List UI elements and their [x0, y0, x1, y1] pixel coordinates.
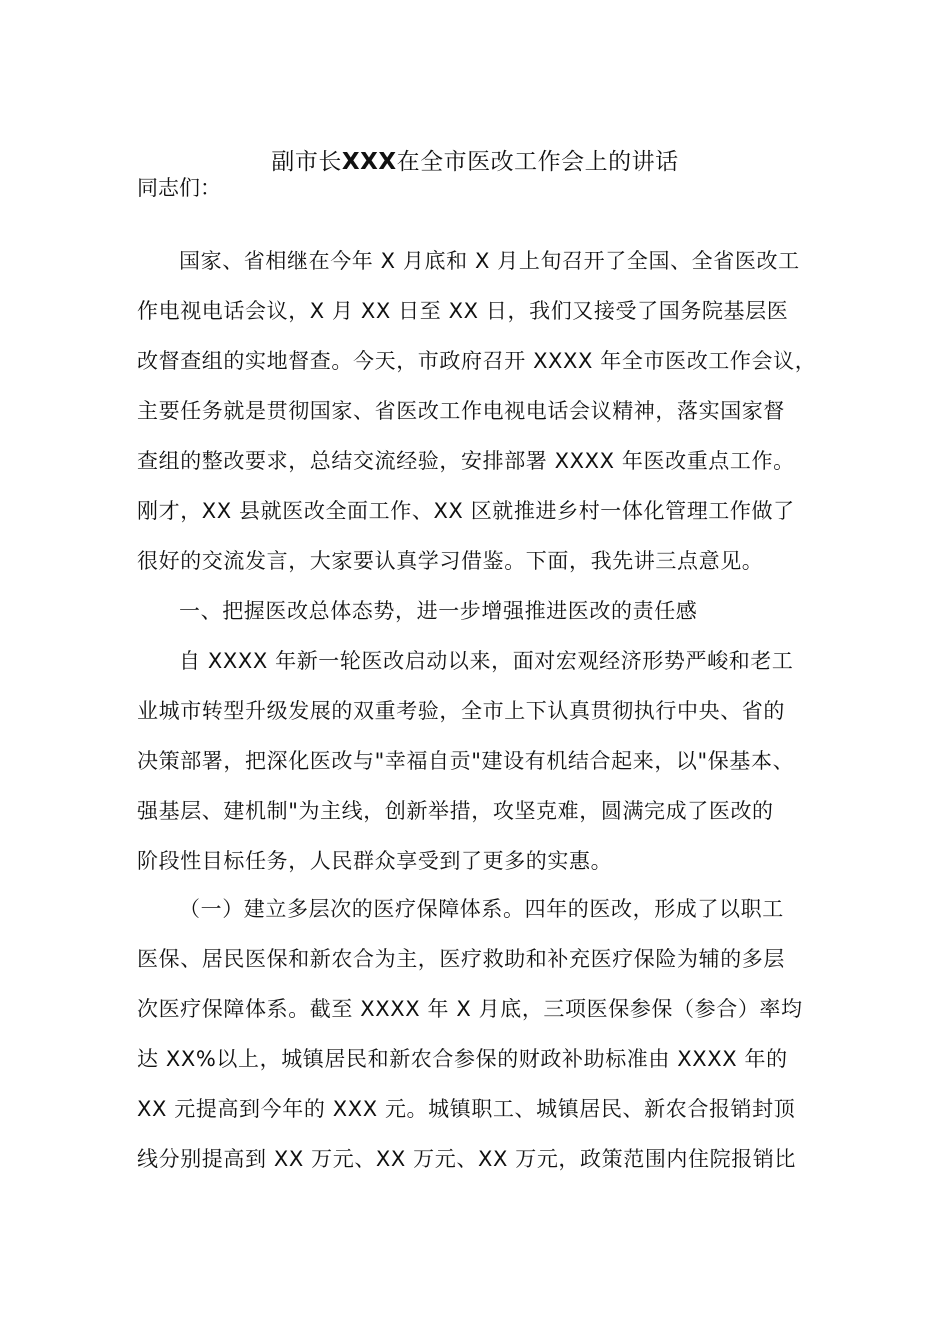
paragraph-line: 刚才，XX 县就医改全面工作、XX 区就推进乡村一体化管理工作做了: [137, 499, 795, 523]
title-name: XXX: [341, 149, 397, 175]
paragraph-line: 次医疗保障体系。截至 XXXX 年 X 月底，三项医保参保（参合）率均: [137, 997, 803, 1021]
paragraph-line: 查组的整改要求，总结交流经验，安排部署 XXXX 年医改重点工作。: [137, 449, 795, 473]
paragraph-line: 业城市转型升级发展的双重考验，全市上下认真贯彻执行中央、省的: [137, 699, 785, 723]
title-suffix: 在全市医改工作会上的讲话: [396, 149, 679, 175]
paragraph-line: 主要任务就是贯彻国家、省医改工作电视电话会议精神，落实国家督: [137, 399, 785, 423]
paragraph-line: 达 XX%以上，城镇居民和新农合参保的财政补助标准由 XXXX 年的: [137, 1047, 788, 1071]
section-heading-text: 一、把握医改总体态势，进一步增强推进医改的责任感: [179, 599, 698, 623]
paragraph-line: 决策部署，把深化医改与"幸福自贡"建设有机结合起来，以"保基本、: [137, 749, 795, 773]
paragraph-intro: [137, 236, 817, 586]
paragraph-line: 阶段性目标任务，人民群众享受到了更多的实惠。: [137, 849, 613, 873]
paragraph-insurance: [137, 884, 817, 1184]
salutation: 同志们：: [137, 176, 221, 200]
section-heading: [137, 586, 817, 636]
paragraph-line: 很好的交流发言，大家要认真学习借鉴。下面，我先讲三点意见。: [137, 549, 764, 573]
paragraph-line: 国家、省相继在今年 X 月底和 X 月上旬召开了全国、全省医改工: [179, 249, 800, 273]
paragraph-line: 改督查组的实地督查。今天，市政府召开 XXXX 年全市医改工作会议，: [137, 349, 817, 373]
paragraph-line: 强基层、建机制"为主线，创新举措，攻坚克难，圆满完成了医改的: [137, 799, 774, 823]
paragraph-line: 医保、居民医保和新农合为主，医疗救助和补充医疗保险为辅的多层: [137, 947, 785, 971]
paragraph-line: 作电视电话会议，X 月 XX 日至 XX 日，我们又接受了国务院基层医: [137, 299, 789, 323]
paragraph-line: 自 XXXX 年新一轮医改启动以来，面对宏观经济形势严峻和老工: [179, 649, 794, 673]
paragraph-line: XX 元提高到今年的 XXX 元。城镇职工、城镇居民、新农合报销封顶: [137, 1097, 796, 1121]
paragraph-overview: [137, 636, 817, 886]
paragraph-line: 线分别提高到 XX 万元、XX 万元、XX 万元，政策范围内住院报销比: [137, 1147, 797, 1171]
paragraph-line: （一）建立多层次的医疗保障体系。四年的医改，形成了以职工: [179, 897, 784, 921]
title-prefix: 副市长: [271, 149, 342, 175]
